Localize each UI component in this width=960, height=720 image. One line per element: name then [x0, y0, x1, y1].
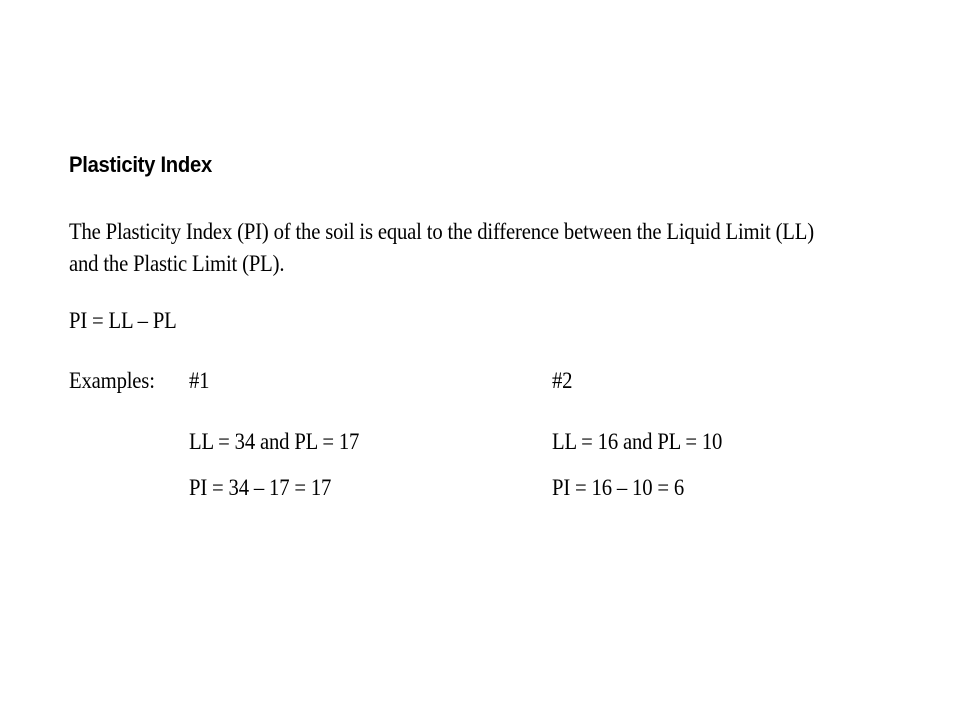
example-2-given: LL = 16 and PL = 10	[552, 429, 723, 454]
example-1-given: LL = 34 and PL = 17	[189, 429, 360, 454]
examples-label: Examples:	[69, 368, 155, 393]
example-1-number: #1	[189, 368, 210, 393]
example-2-calculation: PI = 16 – 10 = 6	[552, 475, 685, 500]
definition-paragraph	[69, 216, 814, 280]
pi-formula: PI = LL – PL	[69, 308, 177, 333]
example-2-number: #2	[552, 368, 573, 393]
page-title: Plasticity Index	[69, 152, 212, 177]
example-1-calculation: PI = 34 – 17 = 17	[189, 475, 332, 500]
definition-line-1: The Plasticity Index (PI) of the soil is equal to the difference between the Liquid Limit (LL)	[69, 219, 814, 244]
definition-line-2: and the Plastic Limit (PL).	[69, 251, 285, 276]
